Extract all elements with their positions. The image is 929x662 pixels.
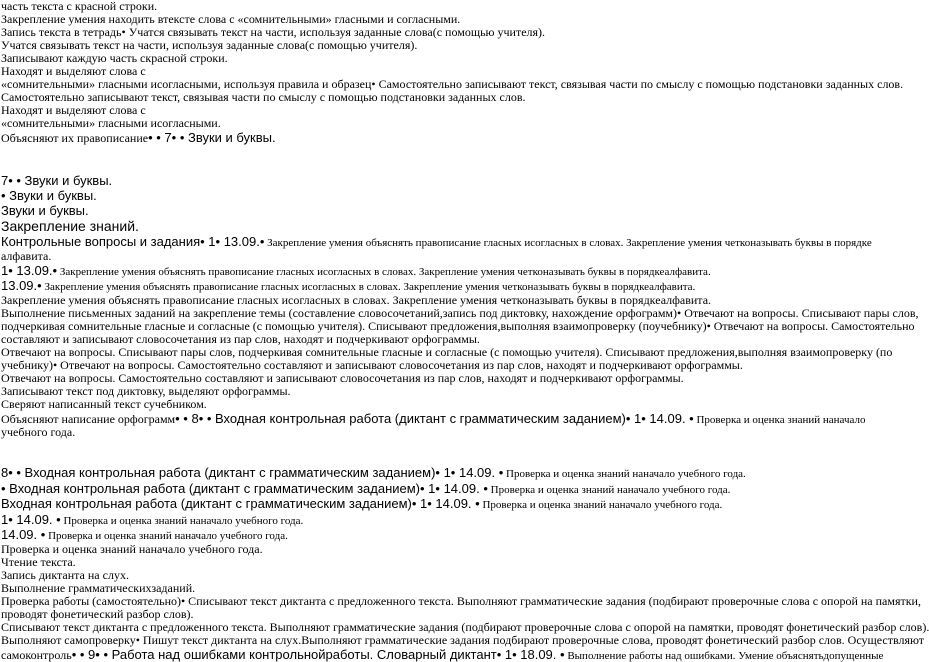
text-run: Выполнение работы над ошибками. Умение объяснятьдопущенные [565,650,884,662]
heading-line: 7• • Звуки и буквы. [1,173,816,188]
text-line: составляют и записывают словосочетания из пар слов, находят и подчеркивают орфограммы. [1,333,816,346]
heading-run: • • 9• • Работа над ошибками контрольнойработы. Словарный диктант• 1• 18.09. • [72,647,565,662]
text-line: подчеркивая сомнительные гласные и согласные (с помощью учителя). Списывают предложения,выполняя взаимопроверку (поучебнику)• Отвечают на вопросы. Самостоятельно [1,320,816,333]
text-line: Чтение текста. [1,556,816,569]
text-line [1,527,816,543]
text-run: 13.09.• [1,278,42,293]
text-run: Проверка и оценка знаний наначало учебного года. [503,468,746,480]
text-line: Запись текста в тетрадь• Учатся связывать текст на части, используя заданные слова(с помощью учителя). [1,26,816,39]
text-line: учебнику)• Отвечают на вопросы. Самостоятельно составляют и записывают словосочетания из пар слов, находят и подчеркивают орфограммы. [1,359,816,372]
text-line: Проверка работы (самостоятельно)• Списывают текст диктанта с предложенного текста. Выполняют грамматические задания (подбирают проверочные слова с опорой на памятки, [1,595,816,608]
text-line: «сомнительными» гласными исогласными. [1,117,816,130]
text-run: Закрепление умения объяснять правописание гласных исогласных в словах. Закрепление умения четконазывать буквы в порядкеалфавита. [42,281,696,293]
text-line: Запись диктанта на слух. [1,569,816,582]
text-run: 1• 13.09.• [1,263,57,278]
text-run: 1• 14.09. • [1,512,61,527]
heading-line: Звуки и буквы. [1,203,816,218]
text-line [1,263,816,279]
text-run: Контрольные вопросы и задания• 1• 13.09.• [1,234,264,249]
text-line: Отвечают на вопросы. Самостоятельно составляют и записывают словосочетания из пар слов, находят и подчеркивают орфограммы. [1,372,816,385]
heading-line [1,465,816,481]
text-run: Закрепление умения объяснять правописание гласных исогласных в словах. Закрепление умения четконазывать буквы в порядке [264,237,871,249]
text-line: Записывают каждую часть скрасной строки. [1,52,816,65]
text-line: Проверка и оценка знаний наначало учебного года. [1,543,816,556]
text-line [1,130,816,145]
text-line [1,278,816,294]
text-line: Учатся связывать текст на части, используя заданные слова(с помощью учителя). [1,39,816,52]
text-run: Объясняют их правописание [1,131,148,145]
text-run: самоконтроль [1,648,72,662]
text-line: учебного года. [1,426,816,439]
text-line: Сверяют написанный текст сучебником. [1,398,816,411]
text-line: Закрепление умения находить втексте слова с «сомнительными» гласными и согласными. [1,13,816,26]
text-run: Проверка и оценка знаний наначало учебного года. [61,515,304,527]
heading-line [1,496,816,512]
text-line: Отвечают на вопросы. Списывают пары слов, подчеркивая сомнительные гласные и согласные (с помощью учителя). Списывают предложения,выполняя взаимопроверку (по [1,346,816,359]
heading-run: Входная контрольная работа (диктант с грамматическим заданием)• 1• 14.09. • [1,496,480,511]
text-line [1,647,816,662]
heading-run: • • 7• • Звуки и буквы. [148,130,276,145]
heading-run: • Входная контрольная работа (диктант с грамматическим заданием)• 1• 14.09. • [1,481,488,496]
text-line [1,411,816,427]
text-line: Выполнение письменных заданий на закрепление темы (составление словосочетаний,запись под диктовку, нахождение орфограмм)• Отвечают на вопросы. Списывают пары слов, [1,307,816,320]
text-run: Проверка и оценка знаний наначало учебного года. [480,499,723,511]
text-run: 14.09. • [1,527,45,542]
text-run: Проверка и оценка знаний наначало учебного года. [488,484,731,496]
text-line: Находят и выделяют слова с [1,65,816,78]
text-line: Самостоятельно записывают текст, связывая части по смыслу с помощью подстановки заданных слов. [1,91,816,104]
text-line: Находят и выделяют слова с [1,104,816,117]
heading-run: 8• • Входная контрольная работа (диктант с грамматическим заданием)• 1• 14.09. • [1,465,503,480]
text-line: Записывают текст под диктовку, выделяют орфограммы. [1,385,816,398]
heading-line: • Звуки и буквы. [1,188,816,203]
text-line [1,512,816,528]
text-line: «сомнительными» гласными исогласными, используя правила и образец• Самостоятельно записывают текст, связывая части по смыслу с помощью подстановки заданных слов. [1,78,816,91]
text-line: алфавита. [1,250,816,263]
paragraph-gap [1,439,816,465]
text-run: Проверка и оценка знаний наначало [694,414,866,426]
text-line: Выполняют самопроверку• Пишут текст диктанта на слух.Выполняют грамматические задания подбирают проверочные слова, проводят фонетический разбор слов. Осуществляют [1,634,816,647]
heading-run: • • 8• • Входная контрольная работа (диктант с грамматическим заданием)• 1• 14.09. • [175,411,694,426]
heading-line: Закрепление знаний. [1,218,816,234]
text-run: Объясняют написание орфограмм [1,412,175,426]
text-line: часть текста с красной строки. [1,0,816,13]
text-line: Списывают текст диктанта с предложенного текста. Выполняют грамматические задания (подбирают проверочные слова с опорой на памятки, проводят фонетический разбор слов). [1,621,816,634]
paragraph-gap [1,145,816,173]
text-run: Проверка и оценка знаний наначало учебного года. [45,530,288,542]
text-line: Закрепление умения объяснять правописание гласных исогласных в словах. Закрепление умения четконазывать буквы в порядкеалфавита. [1,294,816,307]
heading-line [1,481,816,497]
heading-line [1,234,816,250]
text-run: Закрепление умения объяснять правописание гласных исогласных в словах. Закрепление умения четконазывать буквы в порядкеалфавита. [57,266,711,278]
text-line: проводят фонетический разбор слов). [1,608,816,621]
text-line: Выполнение грамматическихзаданий. [1,582,816,595]
